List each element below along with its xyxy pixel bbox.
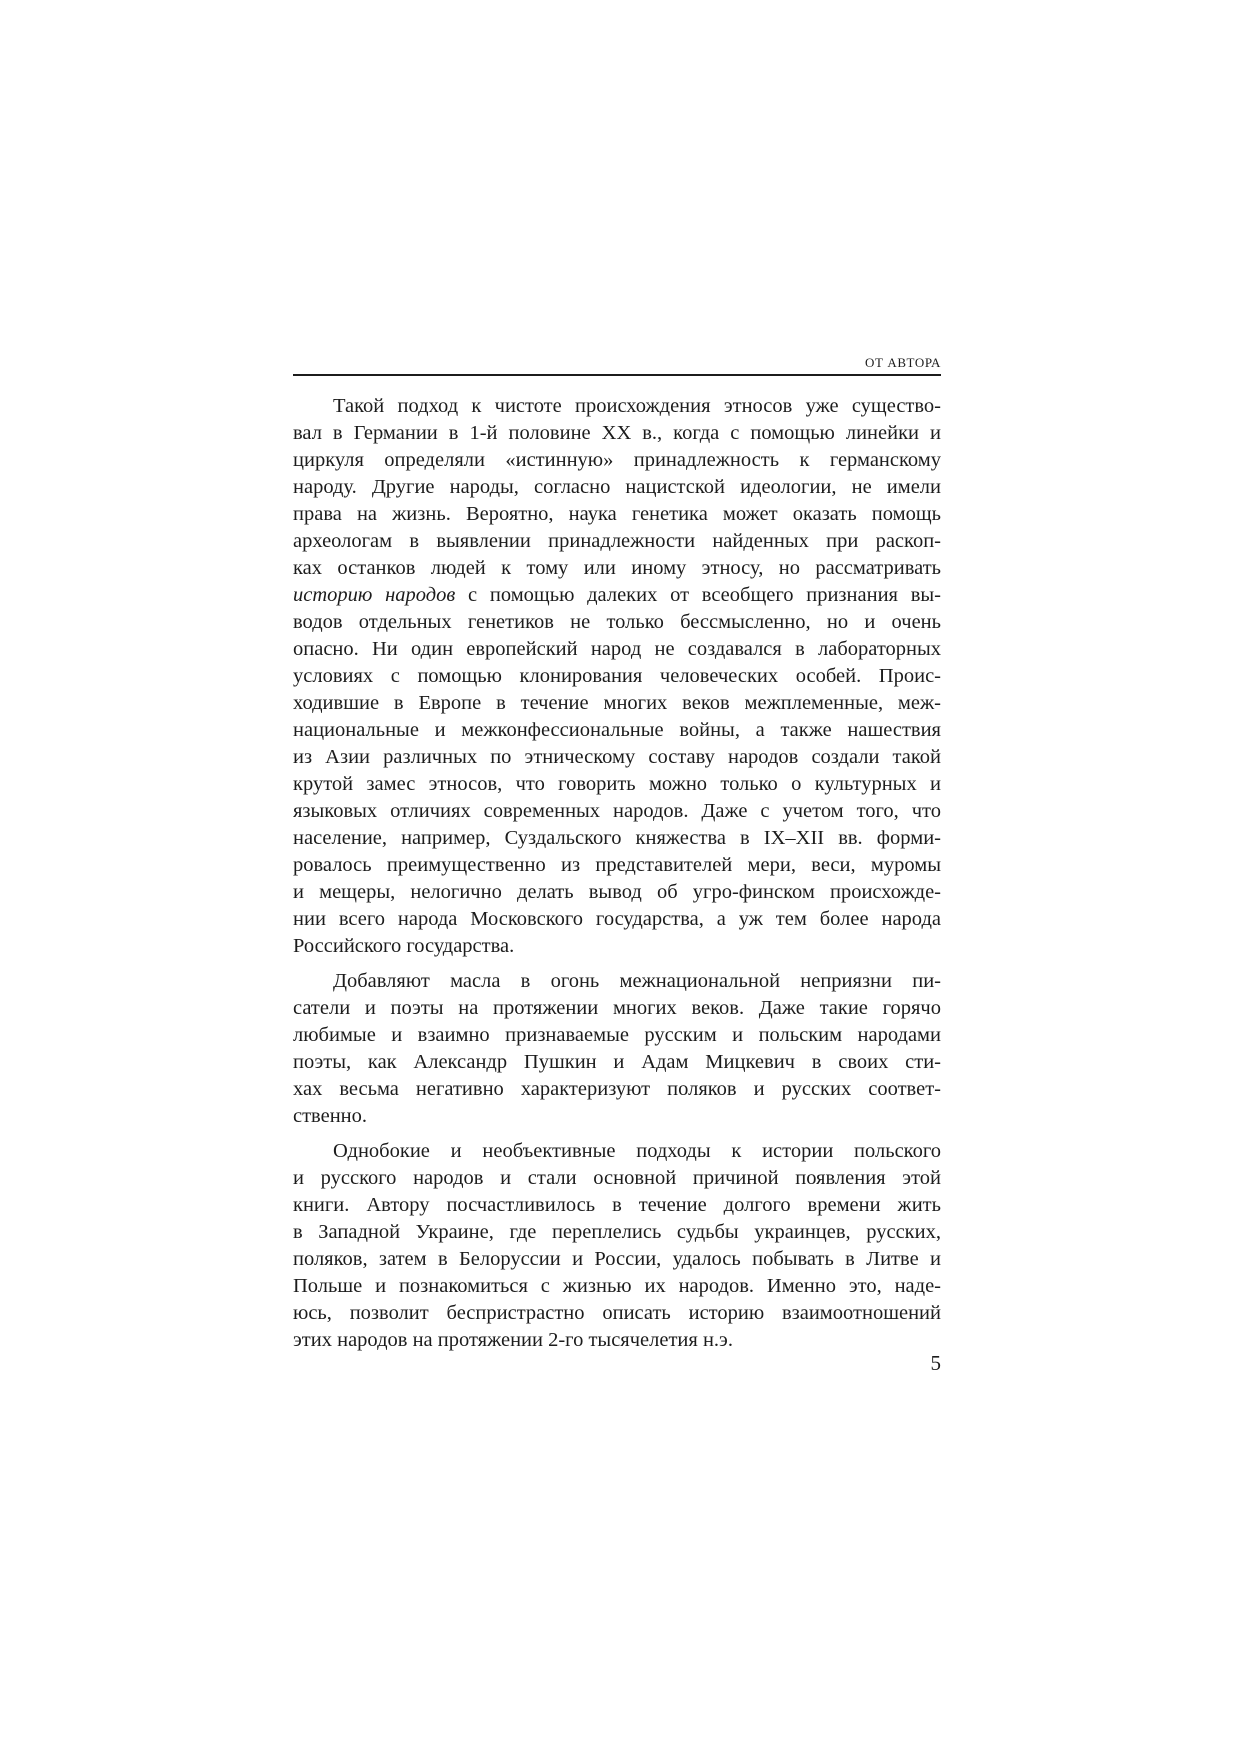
text-line-rest: с помощью далеких от всеобщего признания вы- [468,584,941,606]
text-line: Однобокие и необъективные подходы к истории польского [333,1140,941,1162]
text-line: хах весьма негативно характеризуют поляков и русских соответ- [293,1078,941,1100]
text-line: языковых отличиях современных народов. Даже с учетом того, что [293,800,941,822]
text-line: этих народов на протяжении 2-го тысячелетия н.э. [293,1329,733,1351]
text-line: в Западной Украине, где переплелись судьбы украинцев, русских, [293,1221,941,1243]
page-number: 5 [930,1351,941,1375]
text-line: водов отдельных генетиков не только бессмысленно, но и очень [293,611,941,633]
text-line: нии всего народа Московского государства, а уж тем более народа [293,908,941,930]
text-line: ходившие в Европе в течение многих веков межплеменные, меж- [293,692,941,714]
text-line: Польше и познакомиться с жизнью их народов. Именно это, наде- [293,1275,941,1297]
text-line: ственно. [293,1105,368,1127]
text-line: вал в Германии в 1-й половине XX в., когда с помощью линейки и [293,422,941,444]
body-text [293,393,941,1362]
paragraph-2 [293,968,941,1130]
text-line: опасно. Ни один европейский народ не создавался в лабораторных [293,638,941,660]
text-line: Такой подход к чистоте происхождения этносов уже существо- [333,395,941,417]
paragraph-1 [293,393,941,960]
text-line: ровалось преимущественно из представителей мери, веси, муромы [293,854,941,876]
paragraph-3 [293,1138,941,1354]
text-line: любимые и взаимно признаваемые русским и польским народами [293,1024,941,1046]
header-rule [293,374,941,376]
text-line: циркуля определяли «истинную» принадлежность к германскому [293,449,941,471]
text-line: поляков, затем в Белоруссии и России, удалось побывать в Литве и [293,1248,941,1270]
text-line: права на жизнь. Вероятно, наука генетика может оказать помощь [293,503,941,525]
text-line: национальные и межконфессиональные войны, а также нашествия [293,719,941,741]
text-line: и русского народов и стали основной причиной появления этой [293,1167,941,1189]
text-line: поэты, как Александр Пушкин и Адам Мицкевич в своих сти- [293,1051,941,1073]
text-line: ках останков людей к тому или иному этносу, но рассматривать [293,557,941,579]
text-line: условиях с помощью клонирования человеческих особей. Проис- [293,665,941,687]
text-line: книги. Автору посчастливилось в течение долгого времени жить [293,1194,941,1216]
text-line: Добавляют масла в огонь межнациональной неприязни пи- [333,970,941,992]
text-line: и мещеры, нелогично делать вывод об угро-финском происхожде- [293,881,941,903]
running-head: ОТ АВТОРА [865,355,941,370]
italic-phrase: историю народов [293,584,456,606]
text-line [293,582,941,609]
text-line: крутой замес этносов, что говорить можно только о культурных и [293,773,941,795]
text-line: народу. Другие народы, согласно нацистской идеологии, не имели [293,476,941,498]
text-line: археологам в выявлении принадлежности найденных при раскоп- [293,530,941,552]
text-line: сатели и поэты на протяжении многих веков. Даже такие горячо [293,997,941,1019]
text-line: из Азии различных по этническому составу народов создали такой [293,746,941,768]
text-line: Российского государства. [293,935,515,957]
text-line: юсь, позволит беспристрастно описать историю взаимоотношений [293,1302,941,1324]
text-line: население, например, Суздальского княжества в IX–XII вв. форми- [293,827,941,849]
